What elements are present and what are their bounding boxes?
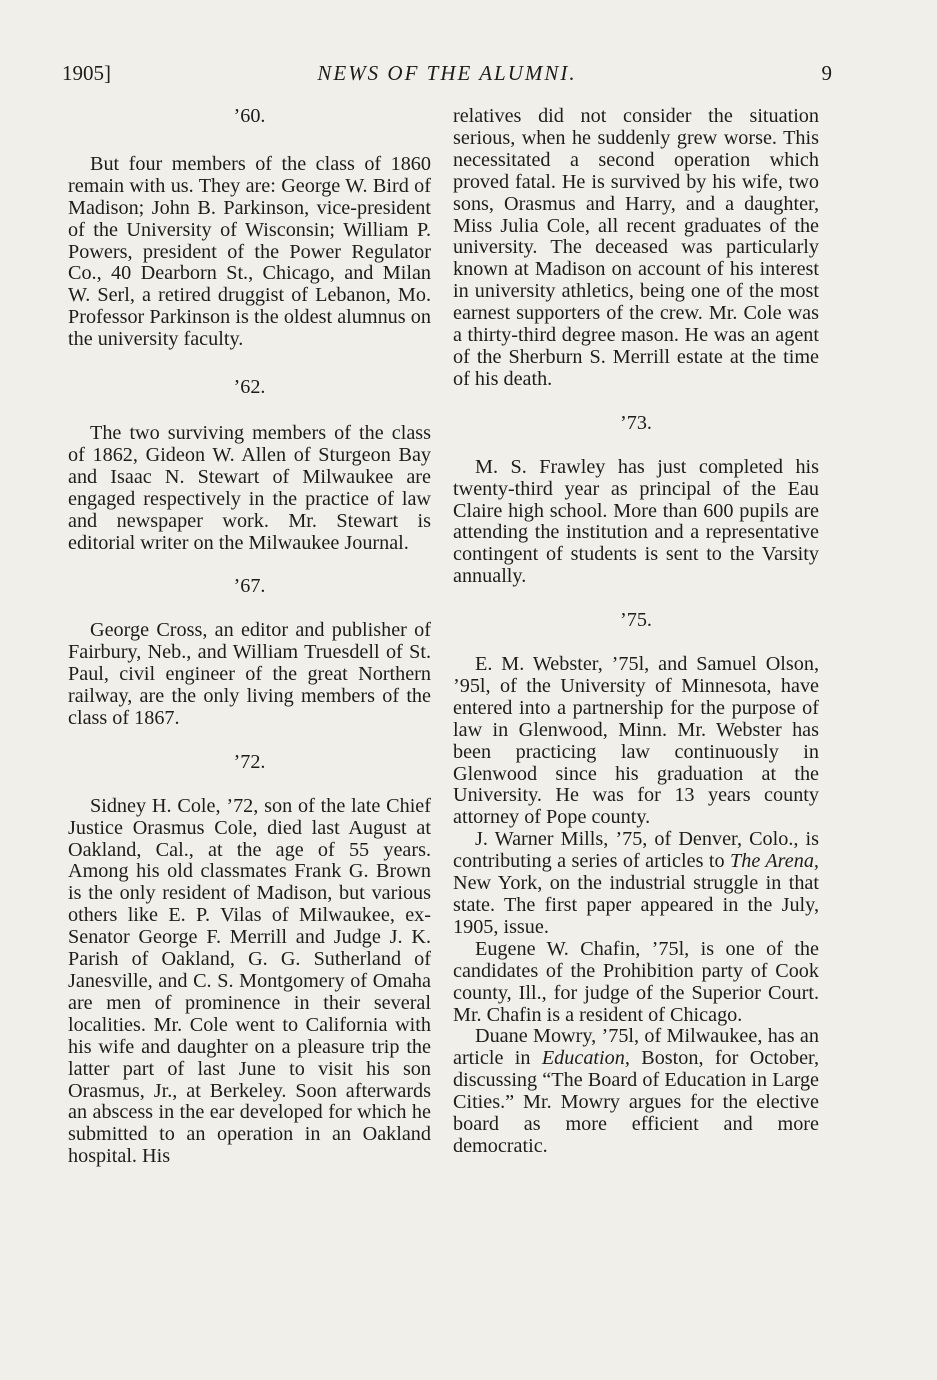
mills-text-a: J. Warner Mills, ’75, of Denver, Colo., is contributing a series of articles to: [453, 828, 819, 873]
header-year: 1905]: [62, 61, 111, 85]
publication-arena: The Arena,: [730, 850, 819, 873]
page-number: 9: [821, 61, 832, 85]
section-heading-73: ’73.: [620, 411, 652, 434]
spacer: [68, 730, 431, 752]
paragraph-sidney-cole: Sidney H. Cole, ’72, son of the late Chief Justice Orasmus Cole, died last August at Oakland, Cal., at the age of 55 years. Among his old classmates Frank G. Brown is the only resident of Madison, but various others like E. P. Vilas of Milwaukee, ex-Senator George F. Merrill and Judge J. K. Parish of Oakland, G. G. Sutherland of Janesville, and C. S. Montgomery of Omaha are men of prominence in their several localities. Mr. Cole went to California with his wife and daughter on a pleasure trip the latter part of last June to visit his son Orasmus, Jr., at Berkeley. Soon afterwards an abscess in the ear developed for which he submitted to an operation in an Oakland hospital. His: [68, 794, 431, 1168]
paragraph-chafin: Eugene W. Chafin, ’75l, is one of the candidates of the Prohibition party of Cook county, Ill., for judge of the Superior Court. Mr. Chafin is a resident of Chicago.: [453, 937, 819, 1026]
paragraph-class-1860: But four members of the class of 1860 remain with us. They are: George W. Bird of Madison; John B. Parkinson, vice-president of the University of Wisconsin; William P. Powers, president of the Power Regulator Co., 40 Dearborn St., Chicago, and Milan W. Serl, a retired druggist of Lebanon, Mo. Professor Parkinson is the oldest alumnus on the university faculty.: [68, 152, 431, 351]
spacer: [68, 554, 431, 576]
left-column: [68, 106, 431, 1168]
spacer: [68, 351, 431, 377]
paragraph-frawley: M. S. Frawley has just completed his twenty-third year as principal of the Eau Claire high school. More than 600 pupils are attending the institution and a representative contingent of students is sent to the Varsity annually.: [453, 455, 819, 588]
publication-education: Education,: [541, 1047, 630, 1070]
paragraph-class-1867: George Cross, an editor and publisher of Fairbury, Neb., and William Truesdell of St. Paul, civil engineer of the great Northern railway, are the only living members of the class of 1867.: [68, 619, 431, 729]
spacer: [68, 128, 431, 154]
running-head: [62, 58, 832, 88]
paragraph-class-1862: The two surviving members of the class of 1862, Gideon W. Allen of Sturgeon Bay and Isaac N. Stewart of Milwaukee are engaged respectively in the practice of law and newspaper work. Mr. Stewart is editorial writer on the Milwaukee Journal.: [68, 421, 431, 554]
spacer: [453, 391, 819, 413]
spacer: [453, 632, 819, 654]
spacer: [68, 399, 431, 423]
mills-text-b: New York, on the industrial struggle in that state. The first paper appeared in the July, 1905, issue.: [453, 872, 819, 938]
spacer: [68, 598, 431, 620]
paragraph-sidney-cole-continued: relatives did not consider the situation serious, when he suddenly grew worse. This necessitated a second operation which proved fatal. He is survived by his wife, two sons, Orasmus and Harry, and a daughter, Miss Julia Cole, all recent graduates of the university. The deceased was particularly known at Madison on account of his interest in university athletics, being one of the most earnest supporters of the crew. Mr. Cole was a thirty-third degree mason. He was an agent of the Sherburn S. Merrill estate at the time of his death.: [453, 105, 819, 390]
spacer: [68, 774, 431, 796]
right-column: [453, 106, 819, 1158]
section-heading-62: ’62.: [233, 376, 266, 399]
paragraph-webster: E. M. Webster, ’75l, and Samuel Olson, ’95l, of the University of Minnesota, have entered into a partnership for the purpose of law in Glenwood, Minn. Mr. Webster has been practicing law continuously in Glenwood since his graduation at the University. He was for 13 years county attorney of Pope county.: [453, 653, 819, 829]
spacer: [453, 588, 819, 610]
section-heading-75: ’75.: [620, 609, 652, 632]
paragraph-mowry: [453, 1026, 819, 1157]
mowry-text-a: Duane Mowry, ’75l, of Milwaukee, has an article in: [453, 1025, 819, 1070]
section-heading-67: ’67.: [233, 575, 266, 598]
paragraph-mills: [453, 829, 819, 939]
section-heading-72: ’72.: [233, 750, 266, 773]
mowry-text-b: Boston, for October, discussing “The Board of Education in Large Cities.” Mr. Mowry argues for the elective board as more efficient and more democratic.: [453, 1047, 819, 1157]
header-title: NEWS OF THE ALUMNI.: [317, 61, 577, 85]
section-heading-60: ’60.: [233, 105, 266, 127]
spacer: [453, 435, 819, 457]
